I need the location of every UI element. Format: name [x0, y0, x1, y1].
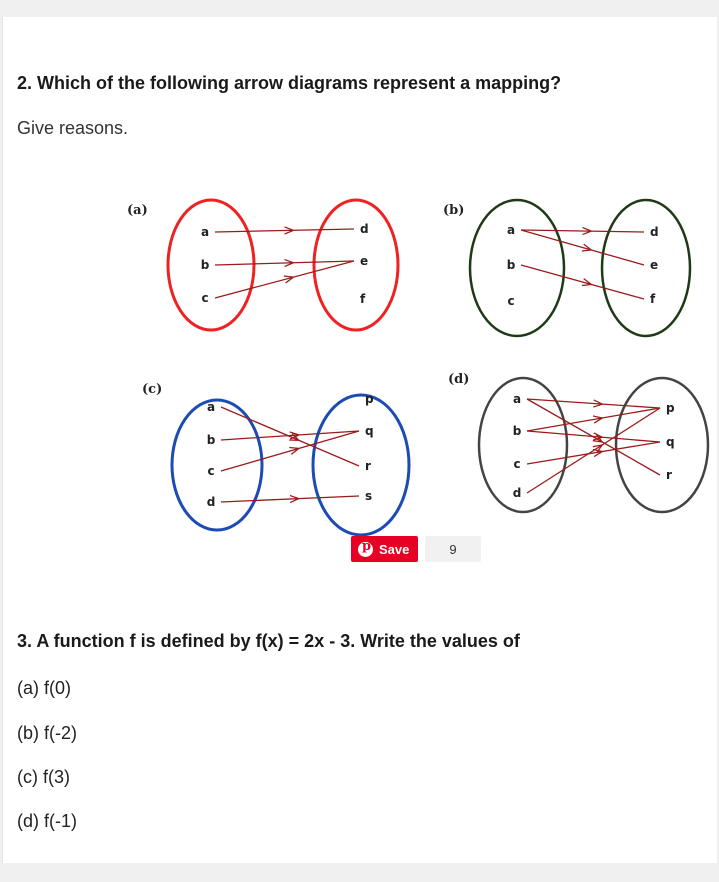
arrow-diagrams — [3, 17, 718, 537]
question-2-title: 2. Which of the following arrow diagrams represent a mapping? — [17, 73, 562, 93]
domain-element-c: c — [207, 464, 215, 478]
codomain-oval — [616, 378, 708, 512]
domain-element-d: d — [206, 495, 216, 509]
question-3-part-b: (b) f(-2) — [17, 723, 77, 743]
arrow-c-e — [215, 261, 354, 298]
arrow-c-q — [527, 442, 660, 464]
domain-element-c: c — [201, 291, 209, 305]
codomain-element-r: r — [365, 459, 371, 473]
codomain-element-f: f — [650, 292, 656, 306]
diagram-a-label: (a) — [127, 203, 148, 218]
codomain-element-p: p — [666, 401, 675, 415]
domain-element-c: c — [507, 294, 515, 308]
codomain-element-q: q — [666, 435, 675, 449]
arrow-a-d — [521, 230, 644, 232]
domain-element-b: b — [506, 258, 516, 272]
codomain-oval — [314, 200, 398, 330]
domain-element-b: b — [200, 258, 210, 272]
domain-oval — [172, 400, 262, 530]
codomain-element-r: r — [666, 468, 672, 482]
diagram-d-label: (d) — [448, 372, 470, 387]
arrow-a-d — [215, 229, 354, 232]
save-button[interactable] — [351, 536, 418, 562]
diagram-b — [443, 200, 690, 336]
codomain-element-s: s — [365, 489, 373, 503]
domain-element-a: a — [200, 225, 210, 239]
question-2-subtitle: Give reasons. — [17, 118, 129, 138]
codomain-element-f: f — [360, 292, 366, 306]
domain-element-b: b — [512, 424, 522, 438]
domain-oval — [479, 378, 567, 512]
codomain-element-p: p — [365, 392, 374, 406]
domain-oval — [168, 200, 254, 330]
codomain-element-e: e — [650, 258, 659, 272]
codomain-oval — [313, 395, 409, 535]
save-count: 9 — [425, 536, 481, 562]
diagram-a — [127, 200, 398, 330]
domain-element-a: a — [512, 392, 522, 406]
codomain-element-d: d — [360, 222, 369, 236]
codomain-element-d: d — [650, 225, 659, 239]
domain-element-c: c — [513, 457, 521, 471]
diagram-c — [142, 382, 409, 535]
save-label: Save — [379, 541, 410, 557]
codomain-element-e: e — [360, 254, 369, 268]
arrow-a-p — [527, 399, 660, 408]
domain-element-b: b — [206, 433, 216, 447]
domain-oval — [470, 200, 564, 336]
page — [2, 17, 717, 863]
arrow-b-e — [215, 261, 354, 265]
pinterest-icon — [358, 542, 373, 557]
question-3-title: 3. A function f is defined by f(x) = 2x - 3. Write the values of — [17, 631, 520, 651]
arrow-d-p — [527, 408, 660, 493]
diagram-c-label: (c) — [142, 382, 163, 397]
arrow-d-s — [221, 496, 359, 502]
arrow-a-e — [521, 230, 644, 265]
arrow-b-q — [221, 431, 359, 440]
arrow-b-q — [527, 431, 660, 442]
question-3-part-a: (a) f(0) — [17, 678, 71, 698]
diagram-b-label: (b) — [443, 203, 465, 218]
codomain-element-q: q — [365, 424, 374, 438]
domain-element-a: a — [206, 400, 216, 414]
question-3-part-d: (d) f(-1) — [17, 811, 77, 831]
arrow-b-p — [527, 408, 660, 431]
codomain-oval — [602, 200, 690, 336]
domain-element-a: a — [506, 223, 516, 237]
diagram-d — [448, 372, 708, 512]
arrow-b-f — [521, 265, 644, 299]
question-3-part-c: (c) f(3) — [17, 767, 70, 787]
domain-element-d: d — [512, 486, 522, 500]
